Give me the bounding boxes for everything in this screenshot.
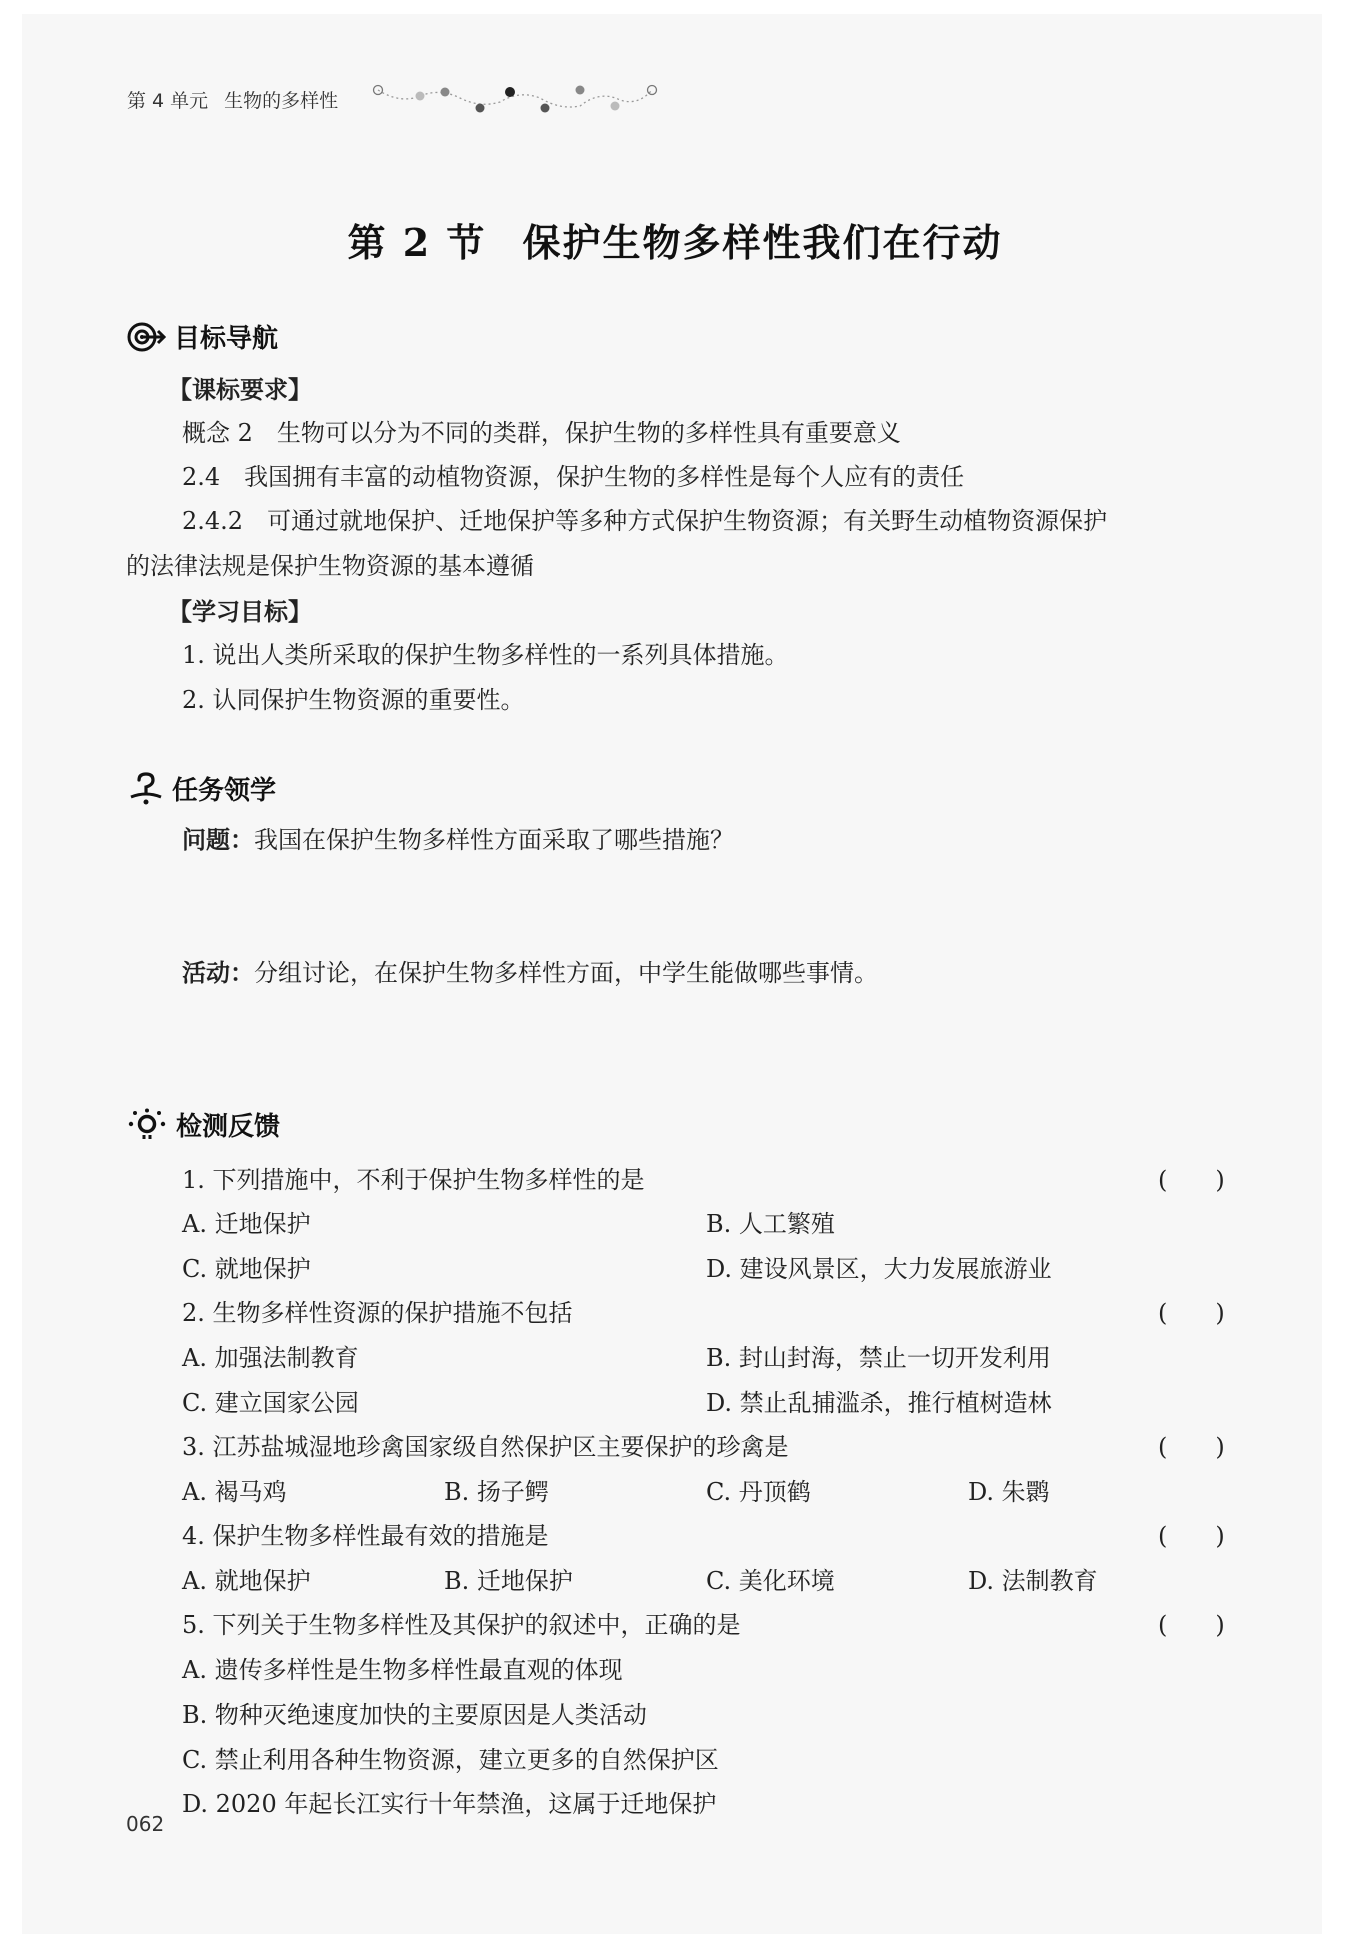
q4-option-d: D. 法制教育 — [968, 1567, 1098, 1595]
curriculum-label: 【课标要求】 — [168, 376, 312, 404]
q2-answer-blank[interactable]: ( ) — [1158, 1299, 1225, 1327]
question-text: 我国在保护生物多样性方面采取了哪些措施？ — [254, 826, 734, 854]
q3-option-a: A. 褐马鸡 — [182, 1478, 287, 1506]
lamp-icon — [128, 772, 164, 806]
goals-heading — [126, 318, 278, 355]
q5-option-c: C. 禁止利用各种生物资源，建立更多的自然保护区 — [182, 1746, 719, 1774]
feedback-heading-label: 检测反馈 — [176, 1112, 281, 1142]
q1-option-d: D. 建设风景区，大力发展旅游业 — [706, 1255, 1052, 1283]
q2-option-c: C. 建立国家公园 — [182, 1389, 359, 1417]
section-name: 保护生物多样性我们在行动 — [522, 220, 1003, 265]
activity-line — [182, 953, 878, 988]
q1-option-c: C. 就地保护 — [182, 1255, 311, 1283]
objectives-label: 【学习目标】 — [168, 598, 312, 626]
running-header — [127, 86, 338, 113]
q2-option-a: A. 加强法制教育 — [182, 1344, 359, 1372]
goals-heading-label: 目标导航 — [174, 324, 279, 354]
activity-label: 活动： — [182, 959, 254, 987]
q1-answer-blank[interactable]: ( ) — [1158, 1166, 1225, 1194]
q5-option-b: B. 物种灭绝速度加快的主要原因是人类活动 — [182, 1701, 647, 1729]
decorative-dots — [370, 80, 660, 120]
q1-option-a: A. 迁地保护 — [182, 1210, 311, 1238]
curriculum-line-2: 2.4 我国拥有丰富的动植物资源，保护生物的多样性是每个人应有的责任 — [182, 463, 965, 491]
q3-stem: 3. 江苏盐城湿地珍禽国家级自然保护区主要保护的珍禽是 — [182, 1433, 789, 1461]
q5-option-a: A. 遗传多样性是生物多样性最直观的体现 — [182, 1656, 623, 1684]
section-number: 第 2 节 — [347, 220, 487, 265]
activity-text: 分组讨论，在保护生物多样性方面，中学生能做哪些事情。 — [254, 959, 878, 987]
q4-option-a: A. 就地保护 — [182, 1567, 311, 1595]
target-icon — [126, 321, 166, 353]
task-heading-label: 任务领学 — [172, 776, 277, 806]
q5-stem: 5. 下列关于生物多样性及其保护的叙述中，正确的是 — [182, 1611, 741, 1639]
q4-answer-blank[interactable]: ( ) — [1158, 1522, 1225, 1550]
q4-option-c: C. 美化环境 — [706, 1567, 835, 1595]
q3-option-d: D. 朱鹮 — [968, 1478, 1050, 1506]
q5-answer-blank[interactable]: ( ) — [1158, 1611, 1225, 1639]
feedback-heading — [126, 1106, 280, 1143]
q4-option-b: B. 迁地保护 — [444, 1567, 573, 1595]
q2-stem: 2. 生物多样性资源的保护措施不包括 — [182, 1299, 573, 1327]
q3-option-c: C. 丹顶鹤 — [706, 1478, 811, 1506]
curriculum-line-3: 2.4.2 可通过就地保护、迁地保护等多种方式保护生物资源；有关野生动植物资源保护 — [182, 507, 1108, 535]
page-number: 062 — [126, 1812, 165, 1836]
task-heading — [128, 770, 276, 807]
q1-option-b: B. 人工繁殖 — [706, 1210, 835, 1238]
curriculum-line-1: 概念 2 生物可以分为不同的类群，保护生物的多样性具有重要意义 — [182, 419, 901, 447]
objective-2: 2. 认同保护生物资源的重要性。 — [182, 686, 525, 714]
q2-option-d: D. 禁止乱捕滥杀，推行植树造林 — [706, 1389, 1052, 1417]
chapter-label: 生物的多样性 — [224, 90, 339, 112]
objective-1: 1. 说出人类所采取的保护生物多样性的一系列具体措施。 — [182, 641, 789, 669]
curriculum-line-4: 的法律法规是保护生物资源的基本遵循 — [126, 552, 534, 580]
question-label: 问题： — [182, 826, 254, 854]
q5-option-d: D. 2020 年起长江实行十年禁渔，这属于迁地保护 — [182, 1790, 717, 1818]
q1-stem: 1. 下列措施中，不利于保护生物多样性的是 — [182, 1166, 645, 1194]
q3-answer-blank[interactable]: ( ) — [1158, 1433, 1225, 1461]
section-title — [0, 212, 1350, 267]
magnifier-icon — [126, 1108, 168, 1142]
q3-option-b: B. 扬子鳄 — [444, 1478, 549, 1506]
unit-label: 第 4 单元 — [127, 90, 209, 112]
q2-option-b: B. 封山封海，禁止一切开发利用 — [706, 1344, 1051, 1372]
q4-stem: 4. 保护生物多样性最有效的措施是 — [182, 1522, 549, 1550]
question-line — [182, 820, 734, 855]
